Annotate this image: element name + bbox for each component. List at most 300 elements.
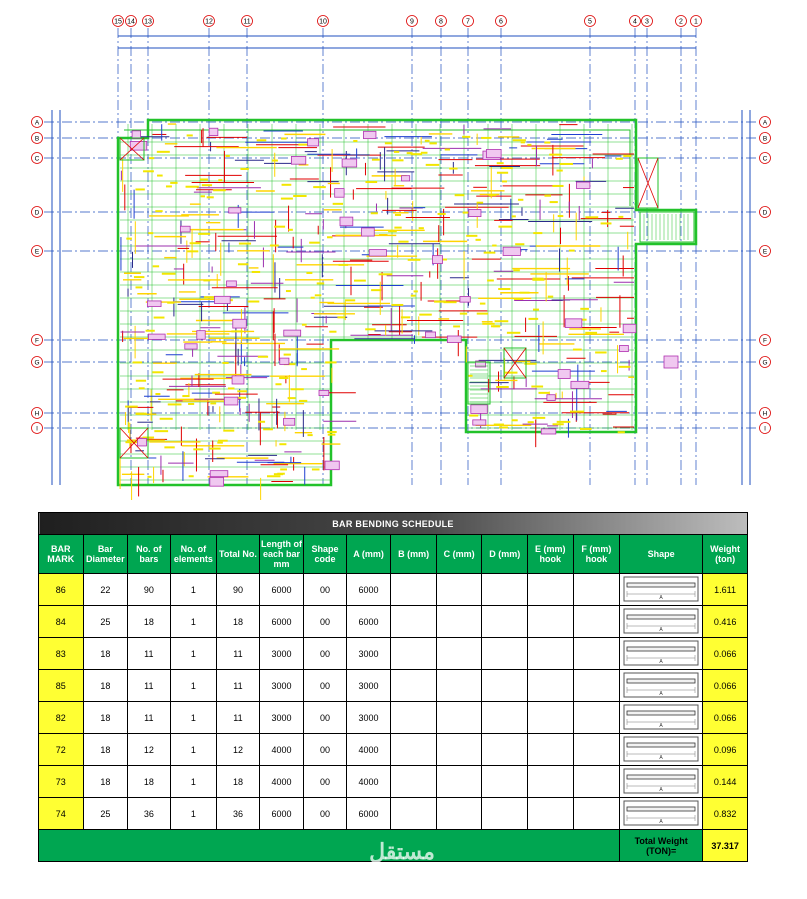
rebar-label-mark bbox=[601, 222, 612, 224]
rebar-label-mark bbox=[311, 297, 315, 299]
column-section bbox=[224, 397, 237, 405]
rebar-label-mark bbox=[498, 288, 510, 290]
cell-total: 36 bbox=[217, 798, 260, 830]
rebar-label-mark bbox=[248, 301, 260, 303]
cell-a: 4000 bbox=[346, 766, 391, 798]
rebar-label-mark bbox=[585, 216, 598, 218]
cell-elements: 1 bbox=[170, 734, 217, 766]
axis-label: C bbox=[34, 155, 40, 163]
axis-label: C bbox=[762, 155, 768, 163]
rebar-label-mark bbox=[499, 426, 508, 428]
rebar-label-mark bbox=[164, 446, 174, 448]
rebar-label-mark bbox=[520, 292, 530, 294]
rebar-label-mark bbox=[434, 301, 446, 303]
cell-code: 00 bbox=[304, 734, 347, 766]
cell-shape bbox=[620, 606, 703, 638]
column-section bbox=[571, 381, 589, 388]
rebar-label-mark bbox=[152, 371, 163, 373]
rebar-label-mark bbox=[487, 279, 494, 281]
cell-d bbox=[482, 734, 528, 766]
column-section bbox=[503, 247, 520, 255]
cell-bars: 12 bbox=[128, 734, 171, 766]
column-section bbox=[363, 131, 375, 138]
rebar-label-mark bbox=[533, 417, 546, 419]
rebar-label-mark bbox=[312, 468, 320, 470]
rebar-label-mark bbox=[460, 313, 467, 315]
rebar-label-mark bbox=[333, 203, 343, 205]
axis-label: B bbox=[762, 135, 768, 143]
rebar-label-mark bbox=[553, 423, 564, 425]
cell-weight: 0.066 bbox=[703, 702, 748, 734]
rebar-label-mark bbox=[126, 238, 132, 240]
column-section bbox=[447, 336, 461, 342]
cell-mark: 84 bbox=[39, 606, 84, 638]
axis-label: 4 bbox=[633, 18, 637, 26]
cell-elements: 1 bbox=[170, 574, 217, 606]
rebar-label-mark bbox=[139, 387, 145, 389]
rebar-label-mark bbox=[414, 290, 418, 292]
rebar-label-mark bbox=[532, 279, 544, 281]
rebar-label-mark bbox=[226, 155, 230, 157]
rebar-label-mark bbox=[527, 144, 531, 146]
cell-f bbox=[573, 702, 620, 734]
column-section bbox=[623, 324, 636, 332]
table-row bbox=[39, 766, 748, 798]
rebar-label-mark bbox=[237, 390, 247, 392]
rebar-label-mark bbox=[306, 272, 312, 274]
axis-label: 15 bbox=[114, 18, 122, 26]
cell-c bbox=[436, 606, 482, 638]
cell-a: 3000 bbox=[346, 702, 391, 734]
cell-code: 00 bbox=[304, 606, 347, 638]
column-section bbox=[147, 301, 161, 307]
cell-weight: 0.144 bbox=[703, 766, 748, 798]
cell-mark: 82 bbox=[39, 702, 84, 734]
cell-d bbox=[482, 670, 528, 702]
rebar-label-mark bbox=[135, 188, 144, 190]
cell-code: 00 bbox=[304, 702, 347, 734]
column-section bbox=[308, 139, 319, 146]
cell-c bbox=[436, 670, 482, 702]
column-section bbox=[402, 176, 410, 181]
rebar-label-mark bbox=[157, 151, 170, 153]
rebar-label-mark bbox=[327, 431, 336, 433]
rebar-label-mark bbox=[228, 387, 234, 389]
rebar-label-mark bbox=[513, 269, 520, 271]
rebar-label-mark bbox=[391, 304, 403, 306]
shape-dimension-label: A bbox=[659, 626, 663, 633]
cell-b bbox=[391, 734, 437, 766]
rebar-label-mark bbox=[328, 434, 336, 436]
axis-label: 8 bbox=[439, 18, 443, 26]
rebar-label-mark bbox=[426, 164, 439, 166]
axis-label: F bbox=[763, 337, 767, 345]
cell-shape bbox=[620, 638, 703, 670]
cell-code: 00 bbox=[304, 638, 347, 670]
cell-dia: 18 bbox=[83, 670, 128, 702]
table-row bbox=[39, 638, 748, 670]
cell-code: 00 bbox=[304, 798, 347, 830]
column-section bbox=[325, 461, 339, 470]
table-row bbox=[39, 670, 748, 702]
header-cell: A (mm) bbox=[346, 535, 391, 574]
rebar-label-mark bbox=[182, 395, 189, 397]
cell-mark: 72 bbox=[39, 734, 84, 766]
cell-total: 90 bbox=[217, 574, 260, 606]
rebar-label-mark bbox=[267, 475, 280, 477]
cell-b bbox=[391, 606, 437, 638]
rebar-label-mark bbox=[168, 403, 182, 405]
axis-label: A bbox=[762, 119, 768, 127]
cell-bars: 36 bbox=[128, 798, 171, 830]
rebar-label-mark bbox=[398, 241, 408, 243]
rebar-label-mark bbox=[218, 179, 222, 181]
header-cell: C (mm) bbox=[436, 535, 482, 574]
rebar-label-mark bbox=[498, 226, 512, 228]
rebar-label-mark bbox=[299, 400, 307, 402]
axis-label: D bbox=[762, 209, 768, 217]
rebar-label-mark bbox=[429, 142, 436, 144]
cell-bars: 90 bbox=[128, 574, 171, 606]
rebar-label-mark bbox=[193, 448, 203, 450]
rebar-label-mark bbox=[501, 167, 513, 169]
cell-elements: 1 bbox=[170, 670, 217, 702]
rebar-label-mark bbox=[148, 232, 153, 234]
column-section bbox=[229, 208, 241, 213]
rebar-label-mark bbox=[425, 140, 430, 142]
rebar-label-mark bbox=[395, 214, 401, 216]
rebar-label-mark bbox=[477, 313, 488, 315]
cell-f bbox=[573, 798, 620, 830]
rebar-label-mark bbox=[462, 136, 470, 138]
header-cell: F (mm) hook bbox=[573, 535, 620, 574]
rebar-label-mark bbox=[212, 392, 220, 394]
cell-weight: 0.066 bbox=[703, 638, 748, 670]
rebar-label-mark bbox=[445, 149, 450, 151]
rebar-label-mark bbox=[407, 152, 413, 154]
column-section bbox=[197, 331, 205, 340]
axis-label: 11 bbox=[243, 18, 251, 26]
rebar-label-mark bbox=[495, 320, 509, 322]
column-section bbox=[137, 438, 146, 445]
rebar-label-mark bbox=[533, 232, 542, 234]
rebar-label-mark bbox=[154, 430, 168, 432]
rebar-label-mark bbox=[337, 316, 345, 318]
rebar-label-mark bbox=[379, 273, 393, 275]
cell-length: 3000 bbox=[259, 670, 304, 702]
cell-f bbox=[573, 670, 620, 702]
cell-total: 11 bbox=[217, 702, 260, 734]
rebar-label-mark bbox=[279, 443, 286, 445]
header-cell: Bar Diameter bbox=[83, 535, 128, 574]
rebar-label-mark bbox=[484, 252, 496, 254]
cell-d bbox=[482, 638, 528, 670]
rebar-label-mark bbox=[411, 295, 416, 297]
cell-b bbox=[391, 766, 437, 798]
column-section bbox=[319, 390, 329, 395]
cell-mark: 85 bbox=[39, 670, 84, 702]
rebar-label-mark bbox=[455, 194, 465, 196]
column-section bbox=[547, 395, 555, 401]
column-section bbox=[148, 334, 165, 339]
cell-length: 3000 bbox=[259, 702, 304, 734]
cell-length: 4000 bbox=[259, 766, 304, 798]
rebar-label-mark bbox=[149, 157, 154, 159]
cell-a: 3000 bbox=[346, 638, 391, 670]
rebar-label-mark bbox=[394, 151, 399, 153]
header-cell: B (mm) bbox=[391, 535, 437, 574]
cell-a: 6000 bbox=[346, 606, 391, 638]
cell-total: 12 bbox=[217, 734, 260, 766]
total-weight-label: Total Weight (TON)= bbox=[620, 830, 703, 862]
rebar-label-mark bbox=[282, 184, 292, 186]
axis-label: B bbox=[34, 135, 40, 143]
rebar-label-mark bbox=[601, 370, 607, 372]
header-cell: Total No. bbox=[217, 535, 260, 574]
cell-a: 4000 bbox=[346, 734, 391, 766]
straight-bar-shape bbox=[623, 768, 699, 794]
rebar-label-mark bbox=[301, 368, 307, 370]
total-weight-value: 37.317 bbox=[703, 830, 748, 862]
watermark-logo: مستقل bbox=[369, 839, 435, 864]
axis-label: H bbox=[34, 410, 40, 418]
column-section bbox=[340, 217, 353, 226]
header-cell: Shape bbox=[620, 535, 703, 574]
axis-label: A bbox=[34, 119, 40, 127]
cell-dia: 22 bbox=[83, 574, 128, 606]
rebar-label-mark bbox=[198, 233, 210, 235]
rebar-label-mark bbox=[281, 138, 287, 140]
column-section bbox=[362, 228, 375, 236]
column-section bbox=[369, 250, 386, 256]
cell-d bbox=[482, 606, 528, 638]
rebar-label-mark bbox=[618, 431, 625, 433]
cell-b bbox=[391, 702, 437, 734]
column-section bbox=[210, 477, 224, 486]
cell-length: 6000 bbox=[259, 606, 304, 638]
table-row bbox=[39, 798, 748, 830]
cell-e bbox=[528, 606, 574, 638]
header-cell: No. of bars bbox=[128, 535, 171, 574]
rebar-label-mark bbox=[548, 296, 553, 298]
rebar-label-mark bbox=[284, 354, 291, 356]
rebar-label-mark bbox=[136, 413, 147, 415]
column-section bbox=[486, 150, 501, 158]
rebar-label-mark bbox=[570, 411, 584, 413]
rebar-label-mark bbox=[477, 202, 484, 204]
rebar-label-mark bbox=[518, 199, 523, 201]
rebar-label-mark bbox=[345, 299, 355, 301]
cell-e bbox=[528, 670, 574, 702]
rebar-label-mark bbox=[401, 316, 410, 318]
rebar-label-mark bbox=[203, 279, 210, 281]
rebar-label-mark bbox=[371, 289, 381, 291]
header-cell: Weight (ton) bbox=[703, 535, 748, 574]
rebar-label-mark bbox=[512, 215, 516, 217]
cell-mark: 73 bbox=[39, 766, 84, 798]
rebar-label-mark bbox=[223, 430, 234, 432]
rebar-label-mark bbox=[280, 468, 287, 470]
rebar-label-mark bbox=[512, 419, 518, 421]
rebar-label-mark bbox=[125, 406, 138, 408]
rebar-label-mark bbox=[170, 182, 177, 184]
rebar-label-mark bbox=[190, 242, 201, 244]
rebar-label-mark bbox=[533, 309, 539, 311]
rebar-label-mark bbox=[153, 265, 159, 267]
rebar-label-mark bbox=[239, 243, 251, 245]
cell-elements: 1 bbox=[170, 766, 217, 798]
rebar-label-mark bbox=[279, 377, 288, 379]
cell-e bbox=[528, 574, 574, 606]
rebar-label-mark bbox=[531, 386, 543, 388]
axis-label: 10 bbox=[319, 18, 327, 26]
cell-b bbox=[391, 574, 437, 606]
rebar-label-mark bbox=[307, 434, 312, 436]
straight-bar-shape bbox=[623, 608, 699, 634]
rebar-label-mark bbox=[488, 194, 496, 196]
shape-dimension-label: A bbox=[659, 722, 663, 729]
rebar-label-mark bbox=[217, 442, 223, 444]
header-cell: BAR MARK bbox=[39, 535, 84, 574]
cell-length: 3000 bbox=[259, 638, 304, 670]
table-row bbox=[39, 606, 748, 638]
rebar-label-mark bbox=[388, 230, 397, 232]
cell-c bbox=[436, 798, 482, 830]
rebar-label-mark bbox=[365, 181, 377, 183]
rebar-label-mark bbox=[240, 168, 248, 170]
column-section bbox=[291, 156, 305, 164]
column-section bbox=[425, 332, 435, 338]
shape-dimension-label: A bbox=[659, 818, 663, 825]
rebar-label-mark bbox=[497, 172, 508, 174]
column-section bbox=[460, 296, 470, 302]
header-cell: No. of elements bbox=[170, 535, 217, 574]
cell-dia: 18 bbox=[83, 734, 128, 766]
rebar-label-mark bbox=[210, 402, 216, 404]
column-section bbox=[214, 296, 230, 303]
cell-c bbox=[436, 766, 482, 798]
rebar-label-mark bbox=[160, 418, 173, 420]
column-section bbox=[432, 256, 442, 264]
rebar-label-mark bbox=[544, 142, 550, 144]
rebar-label-mark bbox=[580, 308, 589, 310]
axis-label: 2 bbox=[679, 18, 683, 26]
rebar-label-mark bbox=[569, 250, 575, 252]
shape-dimension-label: A bbox=[659, 690, 663, 697]
cell-bars: 11 bbox=[128, 702, 171, 734]
cell-length: 4000 bbox=[259, 734, 304, 766]
cell-e bbox=[528, 766, 574, 798]
table-row bbox=[39, 574, 748, 606]
rebar-label-mark bbox=[573, 349, 582, 351]
column-section bbox=[619, 345, 628, 351]
rebar-label-mark bbox=[263, 428, 273, 430]
axis-label: E bbox=[34, 248, 40, 256]
shape-dimension-label: A bbox=[659, 754, 663, 761]
rebar-label-mark bbox=[291, 388, 304, 390]
rebar-label-mark bbox=[502, 180, 507, 182]
rebar-label-mark bbox=[521, 141, 525, 143]
rebar-label-mark bbox=[202, 184, 212, 186]
rebar-label-mark bbox=[585, 332, 597, 334]
rebar-label-mark bbox=[552, 185, 563, 187]
column-section bbox=[469, 210, 481, 217]
rebar-label-mark bbox=[385, 142, 392, 144]
rebar-label-mark bbox=[325, 361, 336, 363]
column-section bbox=[132, 131, 140, 139]
rebar-label-mark bbox=[482, 323, 494, 325]
rebar-label-mark bbox=[480, 303, 485, 305]
shape-dimension-label: A bbox=[659, 786, 663, 793]
cell-total: 18 bbox=[217, 606, 260, 638]
axis-label: 7 bbox=[466, 18, 470, 26]
rebar-label-mark bbox=[258, 421, 265, 423]
rebar-label-mark bbox=[270, 245, 279, 247]
cell-weight: 0.096 bbox=[703, 734, 748, 766]
rebar-label-mark bbox=[619, 366, 631, 368]
rebar-label-mark bbox=[134, 276, 144, 278]
cell-b bbox=[391, 670, 437, 702]
rebar-label-mark bbox=[154, 317, 165, 319]
column-section bbox=[232, 376, 244, 384]
rebar-label-mark bbox=[315, 294, 322, 296]
rebar-label-mark bbox=[623, 155, 631, 157]
rebar-label-mark bbox=[187, 250, 198, 252]
column-section bbox=[227, 281, 237, 287]
rebar-label-mark bbox=[550, 201, 558, 203]
cell-length: 6000 bbox=[259, 574, 304, 606]
axis-label: H bbox=[762, 410, 768, 418]
rebar-label-mark bbox=[365, 328, 375, 330]
cell-f bbox=[573, 574, 620, 606]
rebar-label-mark bbox=[231, 330, 242, 332]
column-section bbox=[342, 159, 357, 167]
column-section bbox=[558, 370, 570, 379]
cell-total: 11 bbox=[217, 638, 260, 670]
rebar-label-mark bbox=[288, 397, 296, 399]
watermark bbox=[352, 840, 452, 876]
cell-c bbox=[436, 574, 482, 606]
rebar-label-mark bbox=[288, 229, 293, 231]
rebar-label-mark bbox=[476, 239, 481, 241]
cell-shape bbox=[620, 798, 703, 830]
header-cell: D (mm) bbox=[482, 535, 528, 574]
rebar-label-mark bbox=[317, 282, 324, 284]
rebar-label-mark bbox=[293, 195, 306, 197]
cell-total: 18 bbox=[217, 766, 260, 798]
shape-dimension-label: A bbox=[659, 594, 663, 601]
cell-d bbox=[482, 702, 528, 734]
rebar-label-mark bbox=[528, 421, 534, 423]
axis-label: G bbox=[34, 359, 40, 367]
rebar-label-mark bbox=[618, 216, 623, 218]
cell-mark: 74 bbox=[39, 798, 84, 830]
cell-bars: 11 bbox=[128, 638, 171, 670]
rebar-label-mark bbox=[146, 330, 155, 332]
rebar-label-mark bbox=[313, 186, 326, 188]
axis-label: 5 bbox=[588, 18, 592, 26]
rebar-label-mark bbox=[557, 421, 571, 423]
cell-code: 00 bbox=[304, 766, 347, 798]
rebar-label-mark bbox=[157, 175, 163, 177]
column-section bbox=[284, 418, 295, 425]
rebar-label-mark bbox=[354, 280, 366, 282]
column-section bbox=[473, 420, 486, 425]
column-section bbox=[185, 344, 197, 349]
rebar-label-mark bbox=[218, 440, 228, 442]
rebar-label-mark bbox=[616, 158, 623, 160]
header-cell: E (mm) hook bbox=[528, 535, 574, 574]
